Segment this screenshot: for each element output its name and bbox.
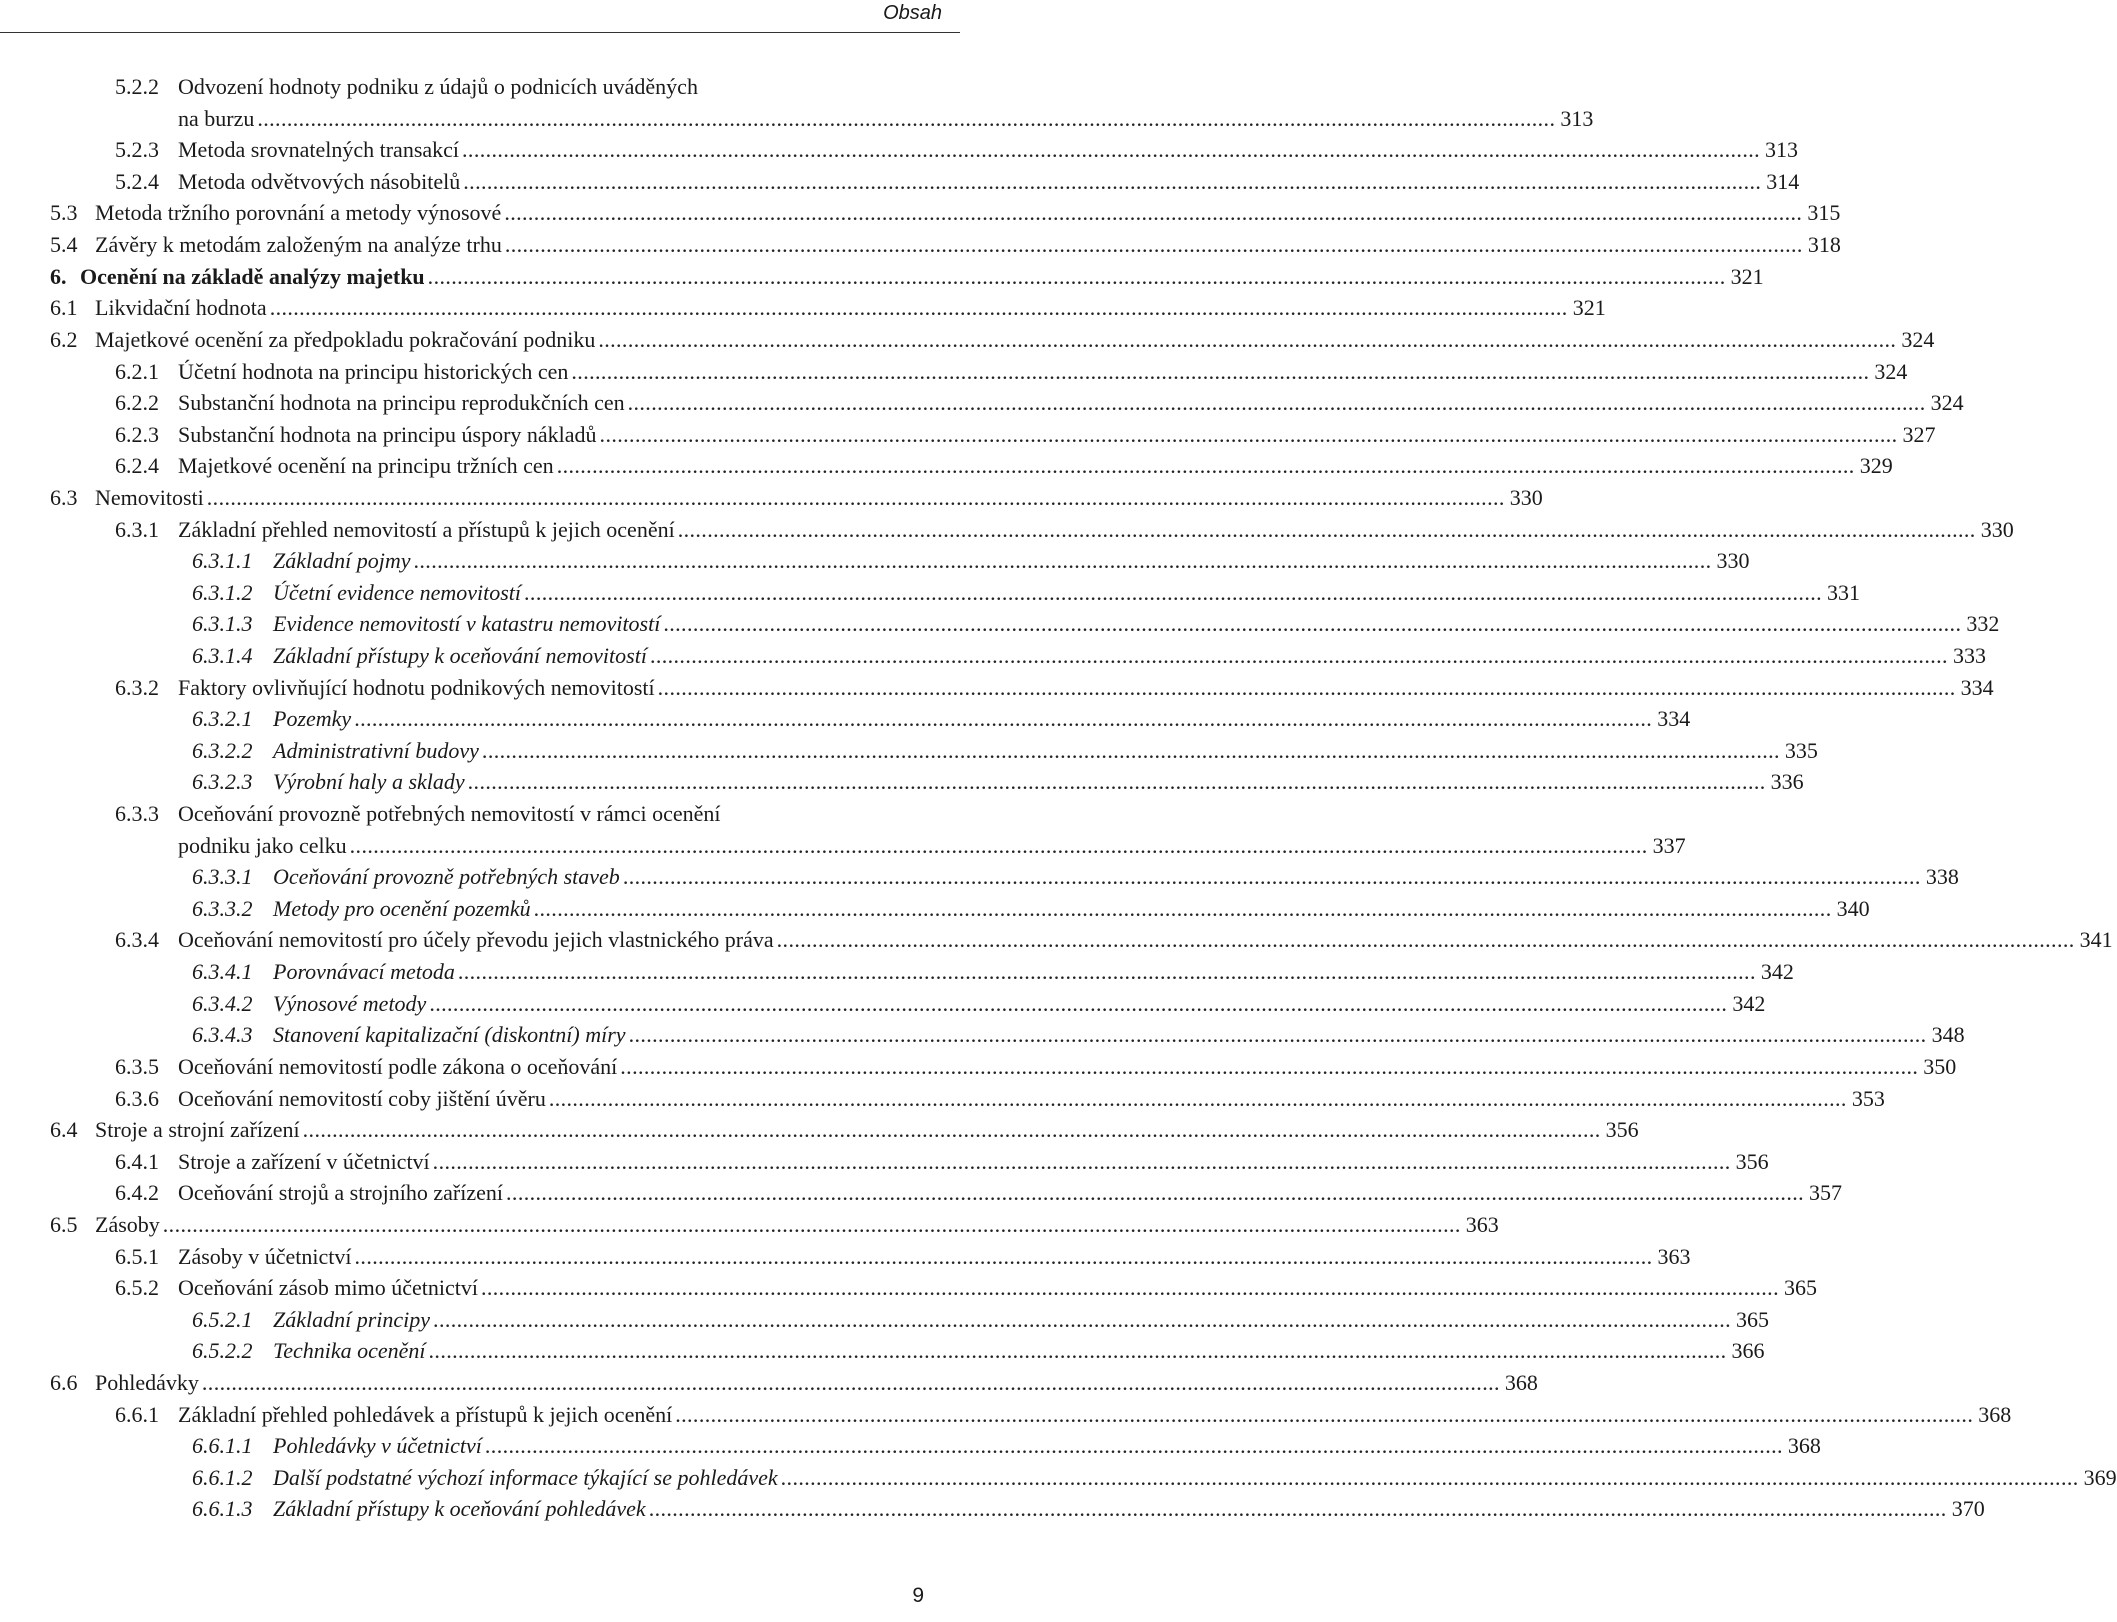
toc-entry[interactable]: [0, 766, 1804, 798]
toc-dot-leader: ............................................................................................................................................................................................................................: [504, 232, 1803, 258]
toc-entry-title-line: [273, 1430, 1821, 1462]
toc-entry-number: 6.: [50, 263, 67, 289]
toc-entry-title: Výnosové metody: [273, 990, 427, 1016]
toc-entry-page-number: 342: [1760, 959, 1794, 985]
toc-entry-number: 5.2.3: [115, 137, 159, 163]
toc-entry-number: 6.4: [50, 1117, 78, 1143]
toc-entry-title: Základní principy: [273, 1306, 431, 1332]
toc-entry-title-line: [178, 1399, 2012, 1431]
toc-entry[interactable]: [0, 861, 1959, 893]
toc-entry-page-number: 337: [1652, 832, 1686, 858]
header-rule: [0, 32, 960, 33]
toc-entry-page-number: 335: [1784, 737, 1818, 763]
toc-entry-title-line: [178, 419, 1936, 451]
toc-entry[interactable]: [0, 798, 1686, 861]
toc-dot-leader: ............................................................................................................................................................................................................................: [599, 421, 1898, 447]
toc-entry-title-line: [273, 988, 1766, 1020]
toc-entry-number: 5.2.4: [115, 168, 159, 194]
toc-dot-leader: ............................................................................................................................................................................................................................: [354, 1243, 1653, 1269]
toc-entry-page-number: 331: [1827, 579, 1861, 605]
toc-entry-title: Metody pro ocenění pozemků: [273, 895, 531, 921]
toc-entry[interactable]: [0, 893, 1870, 925]
toc-entry-title: Výrobní haly a sklady: [273, 769, 465, 795]
toc-entry[interactable]: [0, 1304, 1770, 1336]
toc-entry-title-line: [80, 261, 1764, 293]
toc-entry-page-number: 342: [1732, 990, 1766, 1016]
toc-entry-page-number: 330: [1980, 516, 2014, 542]
toc-entry-number: 6.3.1.1: [192, 548, 253, 574]
toc-dot-leader: ............................................................................................................................................................................................................................: [428, 1338, 1727, 1364]
toc-entry-title: Účetní hodnota na principu historických cen: [178, 358, 569, 384]
toc-entry-title-line: [95, 197, 1841, 229]
toc-entry-number: 6.3.3.2: [192, 895, 253, 921]
toc-entry-title: Majetkové ocenění za předpokladu pokračování podniku: [95, 326, 596, 352]
toc-entry-number: 5.2.2: [115, 74, 159, 99]
toc-entry[interactable]: [0, 1430, 1821, 1462]
toc-entry-title-line: [273, 703, 1691, 735]
toc-entry[interactable]: [0, 292, 1606, 324]
toc-entry-title: Substanční hodnota na principu úspory nákladů: [178, 421, 597, 447]
toc-entry-page-number: 334: [1960, 674, 1994, 700]
toc-entry[interactable]: [0, 261, 1764, 293]
toc-dot-leader: ............................................................................................................................................................................................................................: [481, 737, 1780, 763]
toc-entry[interactable]: [0, 1019, 1965, 1051]
toc-entry-number: 6.5.2: [115, 1275, 159, 1301]
toc-dot-leader: ............................................................................................................................................................................................................................: [657, 674, 1956, 700]
table-of-contents: [0, 71, 2117, 1525]
toc-entry-title: Odvození hodnoty podniku z údajů o podnicích uváděných: [178, 74, 698, 99]
toc-entry-page-number: 336: [1770, 769, 1804, 795]
toc-entry-title-line: [273, 577, 1861, 609]
toc-entry[interactable]: [0, 166, 1800, 198]
toc-entry[interactable]: [0, 672, 1994, 704]
toc-entry-page-number: 314: [1766, 168, 1800, 194]
toc-entry-title-line: [178, 1051, 1957, 1083]
toc-dot-leader: ............................................................................................................................................................................................................................: [257, 105, 1556, 131]
toc-entry[interactable]: [0, 1493, 1985, 1525]
toc-entry[interactable]: [0, 229, 1841, 261]
toc-dot-leader: ............................................................................................................................................................................................................................: [269, 295, 1568, 321]
toc-entry-title-line: [95, 292, 1606, 324]
toc-entry-title-line: [273, 1462, 2117, 1494]
toc-entry-number: 6.5: [50, 1211, 78, 1237]
toc-dot-leader: ............................................................................................................................................................................................................................: [675, 1401, 1974, 1427]
toc-entry-page-number: 366: [1731, 1338, 1765, 1364]
toc-dot-leader: ............................................................................................................................................................................................................................: [206, 484, 1505, 510]
toc-entry-page-number: 363: [1657, 1243, 1691, 1269]
toc-entry[interactable]: [0, 1241, 1691, 1273]
toc-entry-title-line: [273, 608, 2000, 640]
toc-entry-title-line: [273, 1304, 1770, 1336]
toc-entry-page-number: 321: [1730, 263, 1764, 289]
toc-entry-page-number: 313: [1765, 137, 1799, 163]
toc-entry-number: 6.3.1: [115, 516, 159, 542]
toc-entry-page-number: 333: [1952, 642, 1986, 668]
toc-entry[interactable]: [0, 1083, 1885, 1115]
toc-entry-title: Pozemky: [273, 706, 352, 732]
toc-dot-leader: ............................................................................................................................................................................................................................: [429, 990, 1728, 1016]
toc-entry-title-line: [95, 229, 1841, 261]
toc-entry-number: 6.3: [50, 484, 78, 510]
toc-entry-title-line: [95, 324, 1935, 356]
toc-entry-number: 6.5.2.1: [192, 1306, 253, 1332]
toc-entry-title-line: [273, 766, 1804, 798]
toc-entry-page-number: 324: [1930, 390, 1964, 416]
toc-entry-title: Metoda srovnatelných transakcí: [178, 137, 460, 163]
toc-entry[interactable]: [0, 1146, 1769, 1178]
toc-entry[interactable]: [0, 577, 1861, 609]
toc-entry-title: Likvidační hodnota: [95, 295, 267, 321]
toc-entry[interactable]: [0, 356, 1908, 388]
toc-entry-title: Metoda odvětvových násobitelů: [178, 168, 461, 194]
toc-entry-page-number: 350: [1923, 1053, 1957, 1079]
toc-dot-leader: ............................................................................................................................................................................................................................: [480, 1275, 1779, 1301]
toc-dot-leader: ............................................................................................................................................................................................................................: [620, 1053, 1919, 1079]
toc-dot-leader: ............................................................................................................................................................................................................................: [463, 168, 1762, 194]
toc-entry[interactable]: [0, 1114, 1639, 1146]
toc-dot-leader: ............................................................................................................................................................................................................................: [622, 864, 1921, 890]
toc-entry-number: 6.3.1.4: [192, 642, 253, 668]
toc-entry-title-line: [178, 924, 2113, 956]
toc-entry-title: Základní přístupy k oceňování pohledávek: [273, 1496, 646, 1522]
toc-entry[interactable]: [0, 450, 1893, 482]
toc-entry-title: Základní přehled nemovitostí a přístupů k jejich ocenění: [178, 516, 675, 542]
toc-entry[interactable]: [0, 735, 1818, 767]
toc-entry-title: Majetkové ocenění na principu tržních cen: [178, 453, 554, 479]
toc-entry[interactable]: [0, 1209, 1499, 1241]
toc-entry-page-number: 368: [1787, 1433, 1821, 1459]
toc-dot-leader: ............................................................................................................................................................................................................................: [302, 1117, 1601, 1143]
toc-entry[interactable]: [0, 988, 1766, 1020]
toc-dot-leader: ............................................................................................................................................................................................................................: [627, 390, 1926, 416]
toc-entry-title-line: [178, 1146, 1769, 1178]
toc-entry-title-line: [273, 956, 1794, 988]
toc-entry[interactable]: [0, 1399, 2012, 1431]
toc-entry-title-line: [273, 1019, 1965, 1051]
toc-entry-number: 6.6.1.2: [192, 1464, 253, 1490]
toc-entry-number: 6.4.1: [115, 1148, 159, 1174]
toc-entry-title: Evidence nemovitostí v katastru nemovitostí: [273, 611, 661, 637]
toc-dot-leader: ............................................................................................................................................................................................................................: [677, 516, 1976, 542]
toc-entry-title: Oceňování provozně potřebných staveb: [273, 864, 620, 890]
toc-entry-page-number: 356: [1605, 1117, 1639, 1143]
toc-entry[interactable]: [0, 324, 1935, 356]
toc-entry-number: 6.6.1.3: [192, 1496, 253, 1522]
toc-entry-number: 6.3.2.2: [192, 737, 253, 763]
toc-entry-title: Oceňování strojů a strojního zařízení: [178, 1180, 504, 1206]
toc-entry-title: Pohledávky v účetnictví: [273, 1433, 482, 1459]
toc-entry-page-number: 348: [1931, 1022, 1965, 1048]
toc-dot-leader: ............................................................................................................................................................................................................................: [427, 263, 1726, 289]
toc-entry-page-number: 356: [1735, 1148, 1769, 1174]
toc-entry-title-line: [178, 387, 1964, 419]
toc-dot-leader: ............................................................................................................................................................................................................................: [413, 548, 1712, 574]
toc-entry-title-line: [273, 545, 1750, 577]
toc-entry-title: Administrativní budovy: [273, 737, 479, 763]
toc-entry[interactable]: [0, 956, 1794, 988]
toc-entry-title-line: [178, 1083, 1885, 1115]
toc-dot-leader: ............................................................................................................................................................................................................................: [571, 358, 1870, 384]
toc-entry-title: Zásoby: [95, 1211, 160, 1237]
toc-entry-number: 6.2: [50, 326, 78, 352]
toc-entry[interactable]: [0, 387, 1964, 419]
toc-entry-title: Stroje a zařízení v účetnictví: [178, 1148, 430, 1174]
toc-entry-title-line: [273, 893, 1870, 925]
toc-entry-title-line: [273, 640, 1986, 672]
running-header-title: Obsah: [883, 2, 942, 24]
toc-dot-leader: ............................................................................................................................................................................................................................: [648, 1496, 1947, 1522]
toc-entry[interactable]: [0, 608, 2000, 640]
toc-entry-title: Základní pojmy: [273, 548, 411, 574]
toc-dot-leader: ............................................................................................................................................................................................................................: [776, 927, 2075, 953]
toc-entry-page-number: 368: [1978, 1401, 2012, 1427]
toc-entry-number: 5.4: [50, 232, 78, 258]
toc-entry[interactable]: [0, 197, 1841, 229]
toc-entry-title-line: [95, 1367, 1538, 1399]
toc-entry-page-number: 315: [1807, 200, 1841, 226]
toc-entry-title-line: [273, 1493, 1985, 1525]
toc-entry-page-number: 338: [1925, 864, 1959, 890]
toc-entry-number: 6.2.2: [115, 390, 159, 416]
toc-entry-page-number: 313: [1560, 105, 1594, 131]
toc-dot-leader: ............................................................................................................................................................................................................................: [524, 579, 1823, 605]
toc-entry-number: 6.3.2.1: [192, 706, 253, 732]
toc-entry-title: Základní přístupy k oceňování nemovitostí: [273, 642, 647, 668]
toc-entry-page-number: 334: [1657, 706, 1691, 732]
toc-entry-page-number: 330: [1716, 548, 1750, 574]
toc-dot-leader: ............................................................................................................................................................................................................................: [201, 1370, 1500, 1396]
toc-entry-title: Oceňování provozně potřebných nemovitostí v rámci ocenění: [178, 801, 721, 827]
toc-entry-number: 6.3.5: [115, 1053, 159, 1079]
toc-entry-title-line: [178, 103, 1594, 135]
toc-entry[interactable]: [0, 703, 1691, 735]
toc-entry[interactable]: [0, 1272, 1817, 1304]
toc-entry-page-number: 324: [1901, 326, 1935, 352]
toc-entry-number: 6.3.4: [115, 927, 159, 953]
toc-entry-title-line: [273, 861, 1959, 893]
toc-entry-title-line: [178, 672, 1994, 704]
toc-dot-leader: ............................................................................................................................................................................................................................: [504, 200, 1803, 226]
toc-entry-title-line: [95, 482, 1543, 514]
toc-entry-page-number: 340: [1836, 895, 1870, 921]
toc-entry[interactable]: [0, 1367, 1538, 1399]
toc-entry-title: Účetní evidence nemovitostí: [273, 579, 522, 605]
toc-entry-title: Stroje a strojní zařízení: [95, 1117, 300, 1143]
toc-dot-leader: ............................................................................................................................................................................................................................: [349, 832, 1648, 858]
toc-entry-page-number: 327: [1902, 421, 1936, 447]
toc-dot-leader: ............................................................................................................................................................................................................................: [457, 959, 1756, 985]
toc-dot-leader: ............................................................................................................................................................................................................................: [462, 137, 1761, 163]
toc-entry-number: 6.5.1: [115, 1243, 159, 1269]
toc-entry-page-number: 365: [1736, 1306, 1770, 1332]
toc-dot-leader: ............................................................................................................................................................................................................................: [556, 453, 1855, 479]
toc-entry-page-number: 357: [1809, 1180, 1843, 1206]
toc-entry[interactable]: [0, 482, 1543, 514]
toc-entry-number: 6.3.4.2: [192, 990, 253, 1016]
toc-entry-page-number: 324: [1874, 358, 1908, 384]
toc-entry[interactable]: [0, 134, 1799, 166]
toc-dot-leader: ............................................................................................................................................................................................................................: [162, 1211, 1461, 1237]
toc-dot-leader: ............................................................................................................................................................................................................................: [780, 1464, 2079, 1490]
toc-entry-number: 6.3.3.1: [192, 864, 253, 890]
toc-dot-leader: ............................................................................................................................................................................................................................: [663, 611, 1962, 637]
toc-entry-number: 6.3.4.3: [192, 1022, 253, 1048]
toc-entry-title: Oceňování nemovitostí pro účely převodu jejich vlastnického práva: [178, 927, 774, 953]
toc-entry-page-number: 369: [2083, 1464, 2117, 1490]
toc-entry[interactable]: [0, 545, 1750, 577]
toc-entry-title: Metoda tržního porovnání a metody výnosové: [95, 200, 502, 226]
toc-entry-number: 6.3.2.3: [192, 769, 253, 795]
toc-entry-title: Oceňování nemovitostí podle zákona o oceňování: [178, 1053, 618, 1079]
toc-entry-page-number: 368: [1504, 1370, 1538, 1396]
toc-dot-leader: ............................................................................................................................................................................................................................: [484, 1433, 1783, 1459]
toc-entry-title-line: [178, 166, 1800, 198]
toc-entry-title-line: [178, 1272, 1817, 1304]
toc-entry-title: Porovnávací metoda: [273, 959, 455, 985]
toc-entry[interactable]: [0, 514, 2014, 546]
toc-entry-title: Zásoby v účetnictví: [178, 1243, 352, 1269]
toc-entry-number: 6.3.3: [115, 801, 159, 827]
toc-entry-title: Technika ocenění: [273, 1338, 426, 1364]
toc-entry-title-line: [178, 1241, 1691, 1273]
toc-entry-title-line: [95, 1209, 1499, 1241]
toc-entry-page-number: 363: [1465, 1211, 1499, 1237]
toc-entry-number: 6.6.1.1: [192, 1433, 253, 1459]
toc-entry-number: 6.2.4: [115, 453, 159, 479]
toc-dot-leader: ............................................................................................................................................................................................................................: [432, 1148, 1731, 1174]
toc-dot-leader: ............................................................................................................................................................................................................................: [533, 895, 1832, 921]
toc-entry-title: Základní přehled pohledávek a přístupů k jejich ocenění: [178, 1401, 673, 1427]
toc-entry-number: 6.1: [50, 295, 78, 321]
toc-entry-title: Oceňování nemovitostí coby jištění úvěru: [178, 1085, 546, 1111]
toc-dot-leader: ............................................................................................................................................................................................................................: [433, 1306, 1732, 1332]
toc-entry-page-number: 365: [1783, 1275, 1817, 1301]
toc-entry-number: 6.3.6: [115, 1085, 159, 1111]
toc-entry[interactable]: [0, 1335, 1765, 1367]
toc-entry-title-continuation: podniku jako celku: [178, 832, 347, 858]
toc-entry-number: 6.2.3: [115, 421, 159, 447]
toc-entry-title: Pohledávky: [95, 1370, 199, 1396]
toc-entry-title-continuation: na burzu: [178, 105, 255, 131]
toc-entry-number: 6.3.2: [115, 674, 159, 700]
toc-entry-page-number: 353: [1851, 1085, 1885, 1111]
toc-entry-page-number: 370: [1951, 1496, 1985, 1522]
toc-entry-title-line: [273, 735, 1818, 767]
toc-entry-number: 6.3.1.3: [192, 611, 253, 637]
toc-entry-page-number: 318: [1807, 232, 1841, 258]
toc-entry[interactable]: [0, 1462, 2117, 1494]
toc-entry-number: 5.3: [50, 200, 78, 226]
toc-entry-title: Faktory ovlivňující hodnotu podnikových nemovitostí: [178, 674, 655, 700]
toc-entry[interactable]: [0, 1177, 1843, 1209]
page-number: 9: [912, 1584, 924, 1607]
toc-entry-number: 6.2.1: [115, 358, 159, 384]
toc-entry-title-line: [95, 1114, 1639, 1146]
toc-entry-page-number: 341: [2079, 927, 2113, 953]
toc-entry-title: Ocenění na základě analýzy majetku: [80, 263, 425, 289]
toc-dot-leader: ............................................................................................................................................................................................................................: [506, 1180, 1805, 1206]
toc-entry-title-line: [273, 1335, 1765, 1367]
toc-entry-title: Další podstatné výchozí informace týkající se pohledávek: [273, 1464, 778, 1490]
toc-entry-title-line: [178, 830, 1686, 862]
toc-dot-leader: ............................................................................................................................................................................................................................: [598, 326, 1897, 352]
toc-entry-title: Nemovitosti: [95, 484, 204, 510]
toc-dot-leader: ............................................................................................................................................................................................................................: [649, 642, 1948, 668]
toc-entry-title-line: [178, 450, 1893, 482]
toc-dot-leader: ............................................................................................................................................................................................................................: [628, 1022, 1927, 1048]
toc-entry-title-line: [178, 1177, 1843, 1209]
toc-entry-number: 6.5.2.2: [192, 1338, 253, 1364]
toc-entry-title: Závěry k metodám založeným na analýze trhu: [95, 232, 502, 258]
toc-entry-number: 6.3.4.1: [192, 959, 253, 985]
toc-entry-title-line: [178, 134, 1799, 166]
toc-entry-number: 6.3.1.2: [192, 579, 253, 605]
toc-dot-leader: ............................................................................................................................................................................................................................: [548, 1085, 1847, 1111]
toc-entry-title-line: [178, 514, 2014, 546]
toc-entry[interactable]: [0, 419, 1936, 451]
toc-entry-page-number: 329: [1859, 453, 1893, 479]
toc-entry-page-number: 332: [1966, 611, 2000, 637]
toc-entry-title: Substanční hodnota na principu reprodukčních cen: [178, 390, 625, 416]
toc-dot-leader: ............................................................................................................................................................................................................................: [467, 769, 1766, 795]
toc-entry[interactable]: [0, 924, 2113, 956]
toc-dot-leader: ............................................................................................................................................................................................................................: [354, 706, 1653, 732]
toc-entry[interactable]: [0, 1051, 1957, 1083]
toc-entry[interactable]: [0, 71, 1594, 134]
toc-entry-title-line: [178, 356, 1908, 388]
toc-entry[interactable]: [0, 640, 1986, 672]
toc-entry-page-number: 321: [1572, 295, 1606, 321]
toc-entry-number: 6.4.2: [115, 1180, 159, 1206]
toc-entry-title: Stanovení kapitalizační (diskontní) míry: [273, 1022, 626, 1048]
toc-entry-number: 6.6.1: [115, 1401, 159, 1427]
toc-entry-page-number: 330: [1509, 484, 1543, 510]
toc-entry-number: 6.6: [50, 1370, 78, 1396]
toc-entry-title: Oceňování zásob mimo účetnictví: [178, 1275, 478, 1301]
